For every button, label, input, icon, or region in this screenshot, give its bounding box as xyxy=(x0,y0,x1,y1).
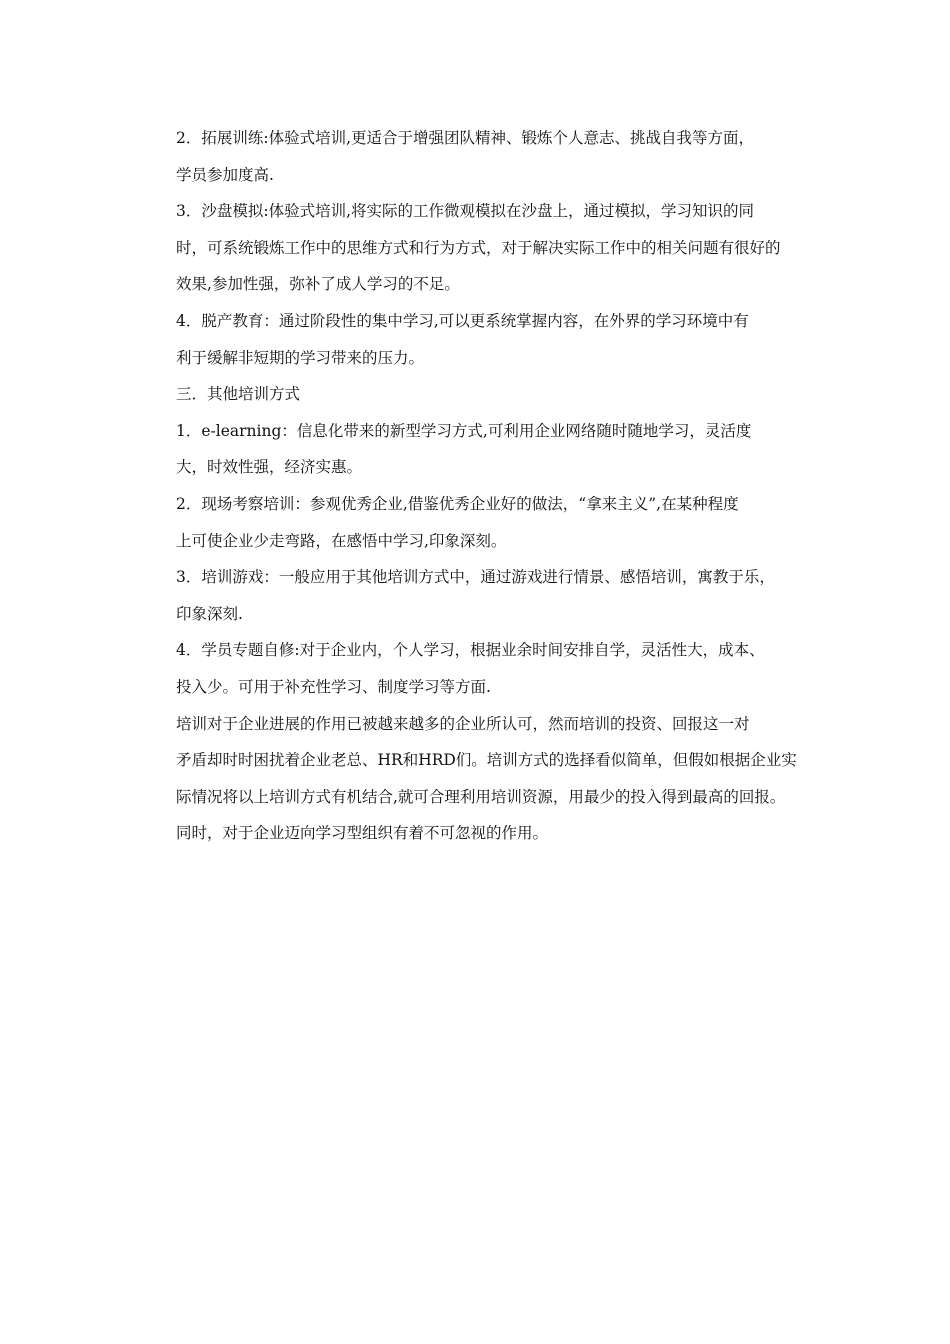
text-line: 利于缓解非短期的学习带来的压力。 xyxy=(176,348,425,367)
text-line: 培训对于企业进展的作用已被越来越多的企业所认可，然而培训的投资、回报这一对 xyxy=(176,714,750,733)
text-line: 3．沙盘模拟:体验式培训,将实际的工作微观模拟在沙盘上，通过模拟，学习知识的同 xyxy=(176,202,755,221)
paragraph-e-learning xyxy=(145,413,817,486)
text-line: 4．脱产教育：通过阶段性的集中学习,可以更系统掌握内容，在外界的学习环境中有 xyxy=(176,311,749,330)
paragraph-conclusion xyxy=(145,706,817,852)
text-line: 投入少。可用于补充性学习、制度学习等方面. xyxy=(176,677,491,696)
paragraph-self-study xyxy=(145,632,817,705)
paragraph-training-games xyxy=(145,559,817,632)
section-heading: 三．其他培训方式 xyxy=(176,385,301,404)
text-line: 时，可系统锻炼工作中的思维方式和行为方式，对于解决实际工作中的相关问题有很好的 xyxy=(176,238,781,257)
section-heading-other-methods xyxy=(145,376,817,413)
text-line: 效果,参加性强，弥补了成人学习的不足。 xyxy=(176,275,460,294)
text-line: 4．学员专题自修:对于企业内，个人学习，根据业余时间安排自学，灵活性大，成本、 xyxy=(176,641,765,660)
text-line: 上可使企业少走弯路，在感悟中学习,印象深刻。 xyxy=(176,531,507,550)
text-line: 2．现场考察培训：参观优秀企业,借鉴优秀企业好的做法，“拿来主义”,在某种程度 xyxy=(176,494,739,513)
text-line: 印象深刻. xyxy=(176,604,243,623)
text-line: 3．培训游戏：一般应用于其他培训方式中，通过游戏进行情景、感悟培训，寓教于乐， xyxy=(176,568,775,587)
text-line: 同时，对于企业迈向学习型组织有着不可忽视的作用。 xyxy=(176,824,549,843)
document-body xyxy=(145,120,817,852)
paragraph-site-visit-training xyxy=(145,486,817,559)
paragraph-expansion-training xyxy=(145,120,817,193)
text-line: 1．e-learning：信息化带来的新型学习方式,可利用企业网络随时随地学习，灵活度 xyxy=(176,421,752,440)
text-line: 际情况将以上培训方式有机结合,就可合理利用培训资源，用最少的投入得到最高的回报。 xyxy=(176,787,786,806)
text-line: 学员参加度高. xyxy=(176,165,274,184)
text-line: 大，时效性强，经济实惠。 xyxy=(176,458,363,477)
paragraph-sand-table-simulation xyxy=(145,193,817,303)
text-line: 矛盾却时时困扰着企业老总、HR和HRD们。培训方式的选择看似简单，但假如根据企业实 xyxy=(176,751,797,770)
paragraph-off-job-education xyxy=(145,303,817,376)
text-line: 2．拓展训练:体验式培训,更适合于增强团队精神、锻炼个人意志、挑战自我等方面， xyxy=(176,129,755,147)
